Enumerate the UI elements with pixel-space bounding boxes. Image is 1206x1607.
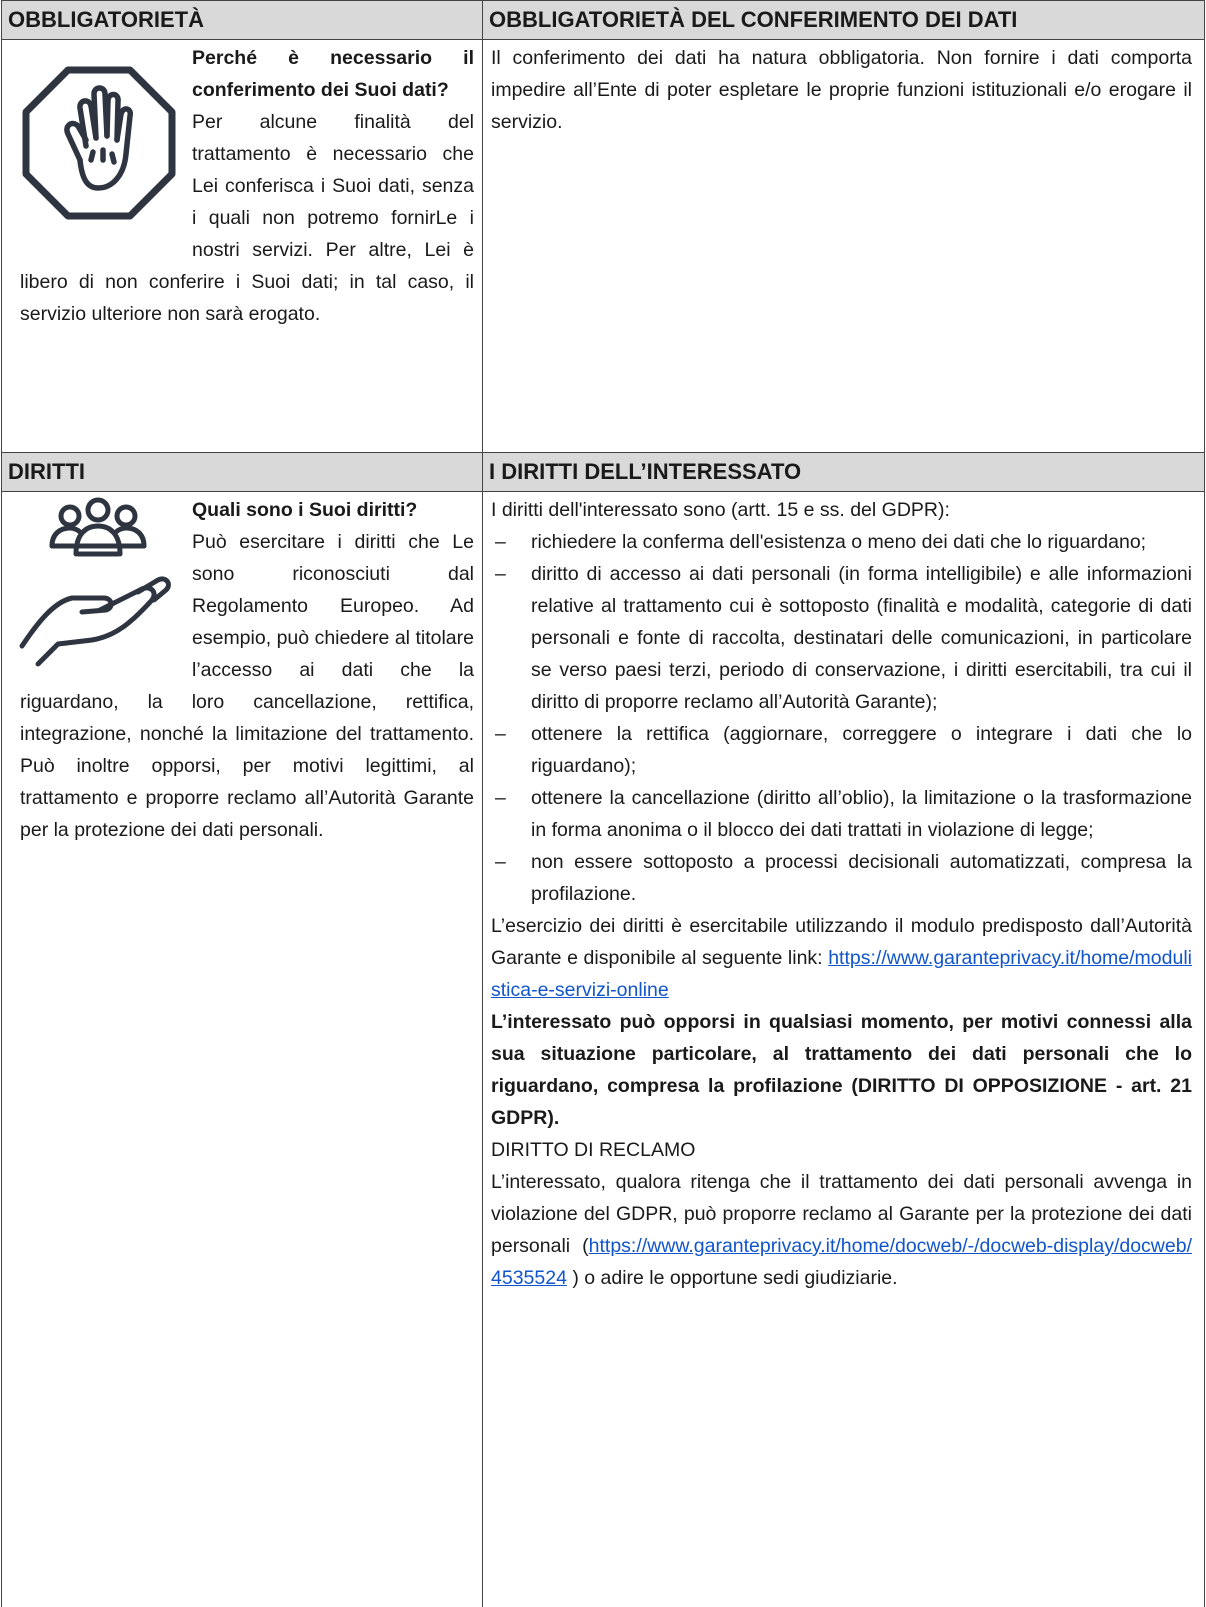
right-cell — [482, 40, 1204, 452]
question-diritti: Quali sono i Suoi diritti? — [192, 499, 418, 521]
complaint-title: DIRITTO DI RECLAMO — [491, 1139, 696, 1161]
text-conferimento: Il conferimento dei dati ha natura obbligatoria. Non fornire i dati comporta impedire all’Ente di poter espletare le proprie funzioni istituzionali e/o erogare il servizio. — [491, 47, 1192, 133]
list-item: – richiedere la conferma dell'esistenza o meno dei dati che lo riguardano; — [491, 526, 1192, 558]
exercise-text: L’esercizio dei diritti è esercitabile utilizzando il modulo predisposto dall’Autorità Garante e disponibile al seguente link: — [491, 915, 1192, 969]
list-item: – ottenere la cancellazione (diritto all’oblio), la limitazione o la trasformazione in forma anonima o il blocco dei dati trattati in violazione di legge; — [491, 782, 1192, 846]
privacy-table — [1, 0, 1205, 1607]
rights-list — [491, 526, 1192, 910]
complaint-text-after: ) o adire le opportune sedi giudiziarie. — [566, 1267, 898, 1289]
rights-intro: I diritti dell'interessato sono (artt. 15 e ss. del GDPR): — [491, 499, 950, 521]
left-header: OBBLIGATORIETÀ — [8, 7, 204, 32]
left-cell — [2, 492, 482, 1607]
right-header: I DIRITTI DELL’INTERESSATO — [482, 453, 1204, 491]
question-obbligatorieta: Perché è necessario il conferimento dei Suoi dati? — [192, 47, 474, 101]
section-row-obbligatorieta — [2, 40, 1204, 452]
text-obbligatorieta: Per alcune finalità del trattamento è necessario che Lei conferisca i Suoi dati, senza i quali non potremo fornirLe i nostri servizi. Per altre, Lei è libero di non conferire i Suoi dati; in tal caso, il servizio ulteriore non sarà erogato. — [20, 111, 474, 325]
section-row-diritti — [2, 492, 1204, 1607]
modulistica-link[interactable]: https://www.garanteprivacy.it/home/modulistica-e-servizi-online — [491, 947, 1192, 1001]
section-header-obbligatorieta — [2, 0, 1204, 40]
list-item: – ottenere la rettifica (aggiornare, correggere o integrare i dati che lo riguardano); — [491, 718, 1192, 782]
people-hand-icon — [8, 494, 186, 674]
exercise-paragraph — [491, 910, 1192, 1006]
right-header: OBBLIGATORIETÀ DEL CONFERIMENTO DEI DATI — [482, 1, 1204, 39]
stop-hand-icon — [8, 42, 188, 242]
complaint-text-before: L’interessato, qualora ritenga che il trattamento dei dati personali avvenga in violazione del GDPR, può proporre reclamo al Garante per la protezione dei dati personali ( — [491, 1171, 1192, 1257]
list-item: – non essere sottoposto a processi decisionali automatizzati, compresa la profilazione. — [491, 846, 1192, 910]
section-header-diritti — [2, 452, 1204, 492]
opposition-paragraph: L’interessato può opporsi in qualsiasi momento, per motivi connessi alla sua situazione particolare, al trattamento dei dati personali che lo riguardano, compresa la profilazione (DIRITTO DI OPPOSIZIONE - art. 21 GDPR). — [491, 1011, 1192, 1129]
left-header: DIRITTI — [8, 459, 85, 484]
left-cell — [2, 40, 482, 452]
list-item: – diritto di accesso ai dati personali (in forma intelligibile) e alle informazioni relative al trattamento cui è sottoposto (finalità e modalità, categorie di dati personali e fonte di raccolta, destinatari delle comunicazioni, in particolare se verso paesi terzi, periodo di conservazione, i diritti esercitabili, tra cui il diritto di proporre reclamo all’Autorità Garante); — [491, 558, 1192, 718]
right-cell — [482, 492, 1204, 1607]
text-diritti: Può esercitare i diritti che Le sono riconosciuti dal Regolamento Europeo. Ad esempio, può chiedere al titolare l’accesso ai dati che la riguardano, la loro cancellazione, rettifica, integrazione, nonché la limitazione del trattamento. Può inoltre opporsi, per motivi legittimi, al trattamento e proporre reclamo all’Autorità Garante per la protezione dei dati personali. — [20, 531, 474, 841]
docweb-link[interactable]: https://www.garanteprivacy.it/home/docweb/-/docweb-display/docweb/4535524 — [491, 1235, 1192, 1289]
complaint-paragraph — [491, 1166, 1192, 1294]
